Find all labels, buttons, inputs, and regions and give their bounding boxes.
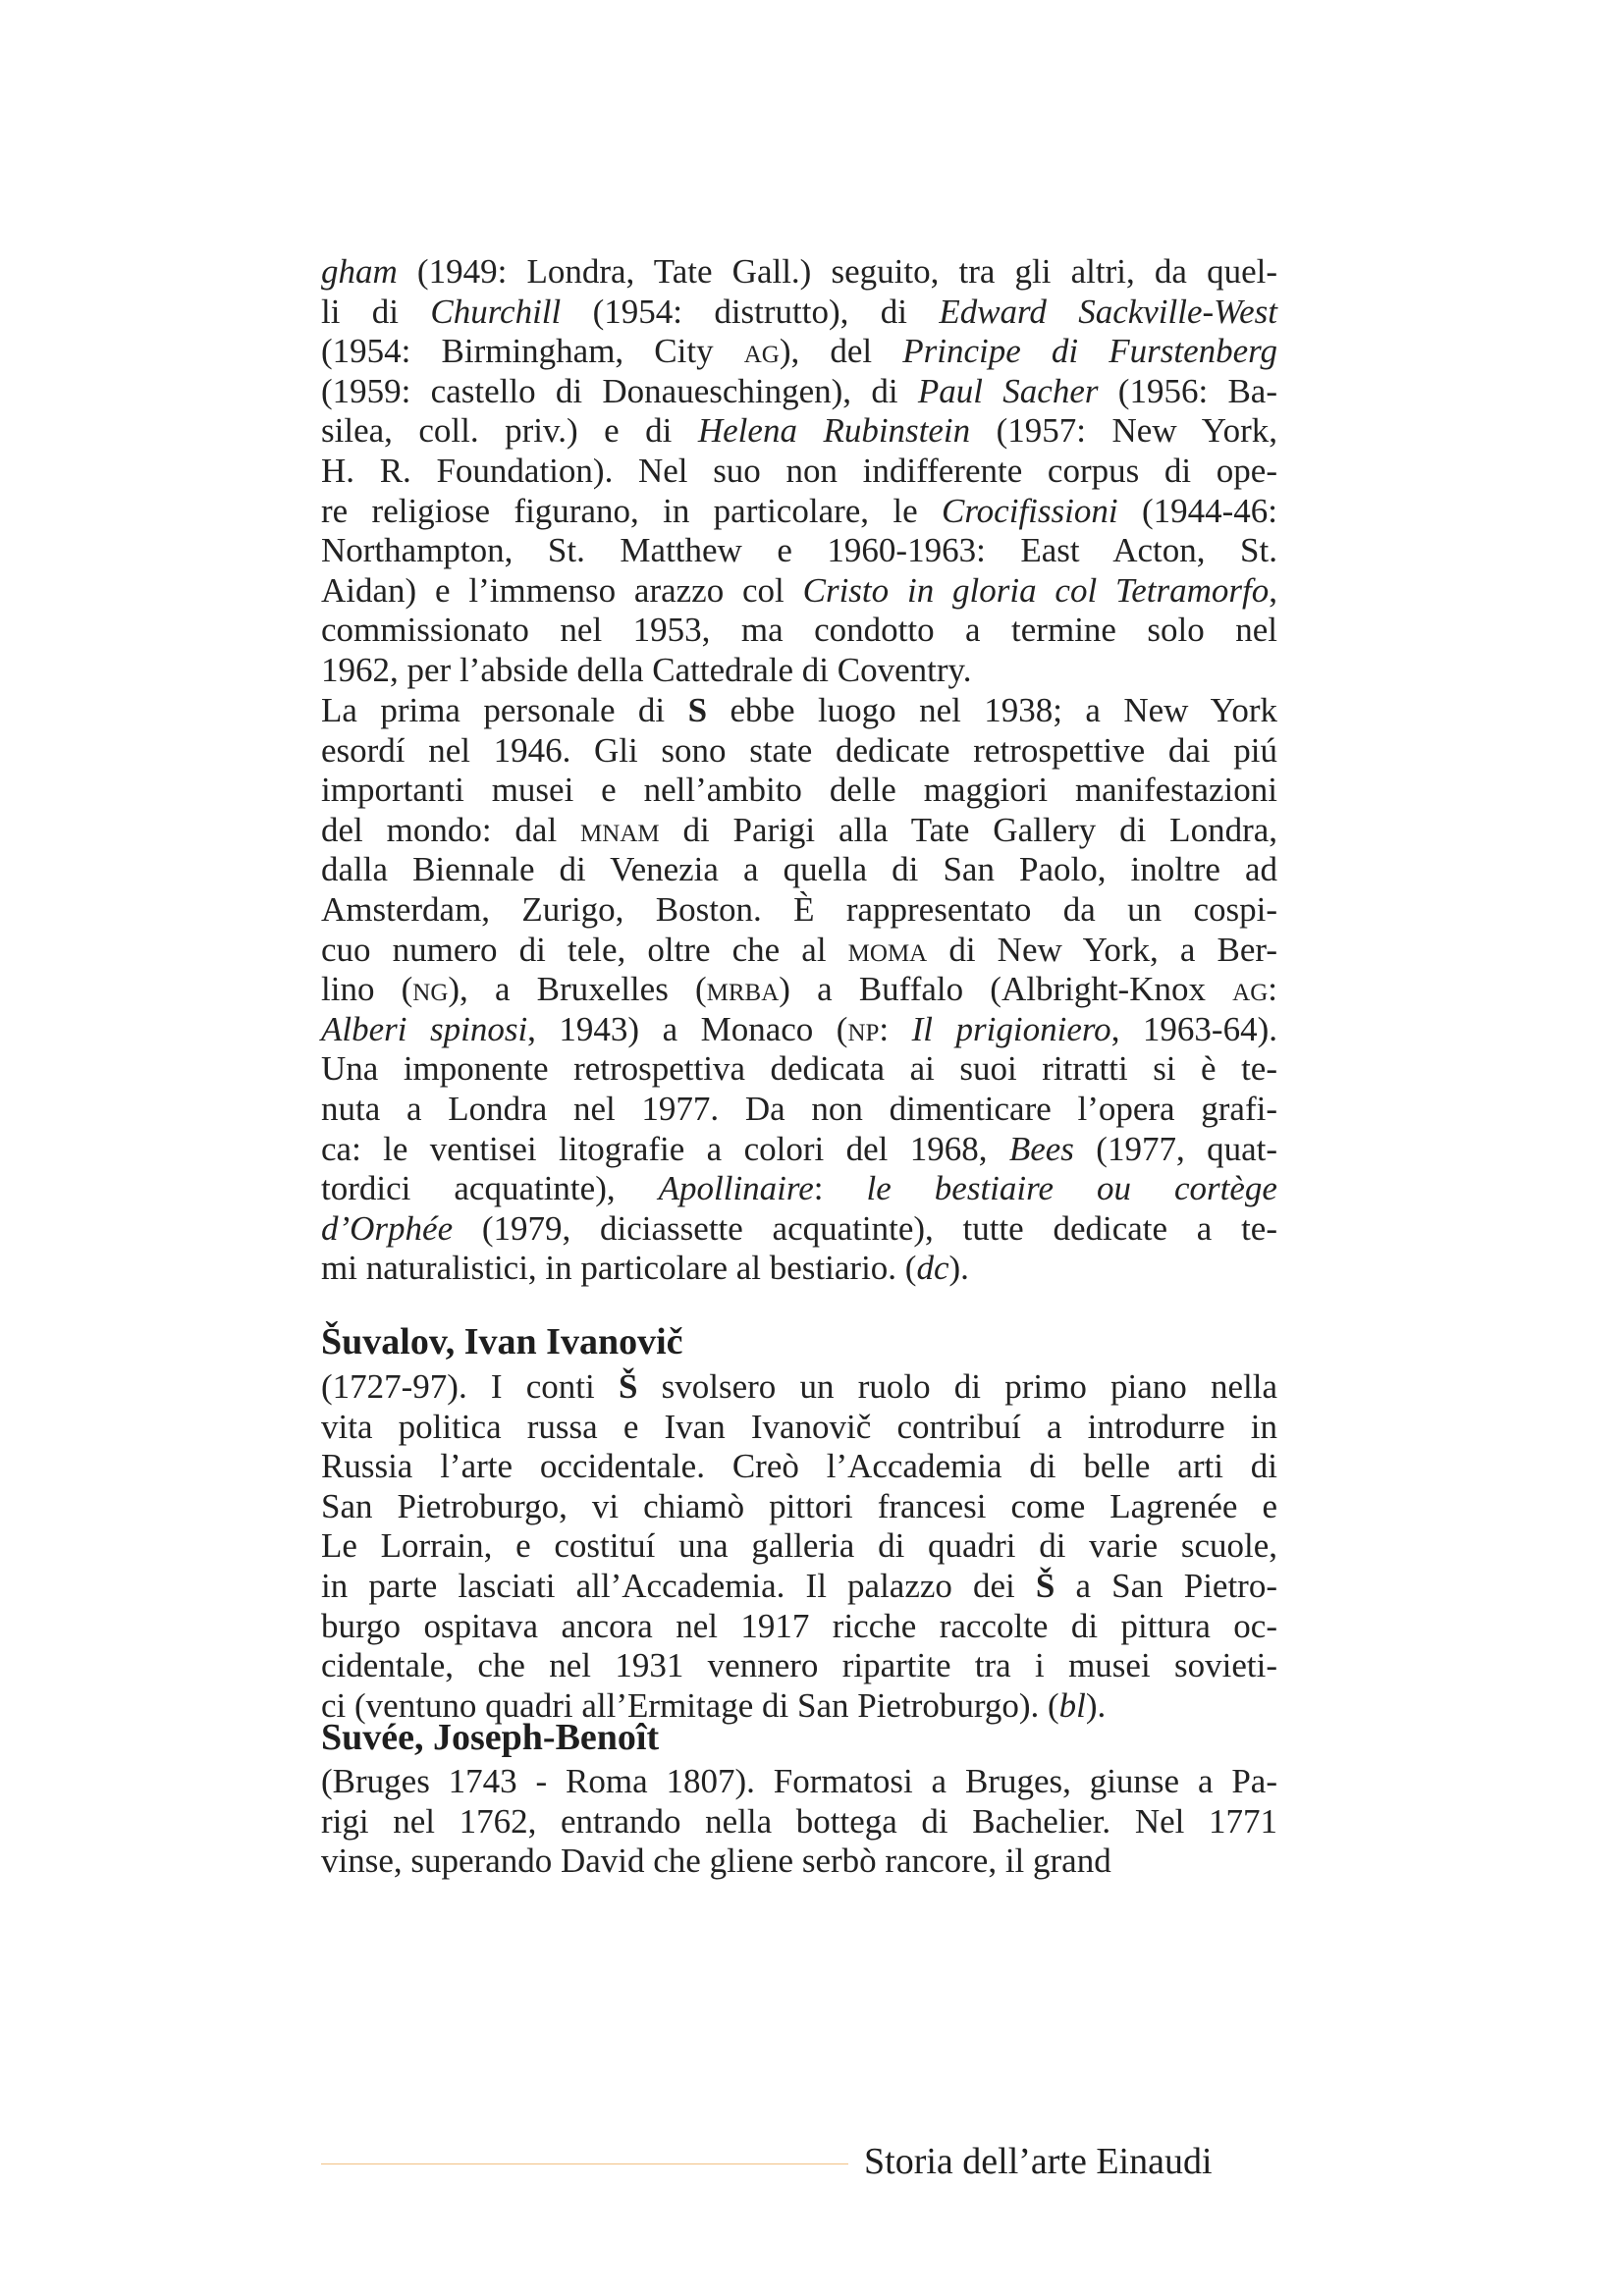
- text-line: Alberi spinosi, 1943) a Monaco (np: Il prigioniero, 1963-64).: [321, 1009, 1277, 1048]
- italic-text: Edward Sackville-West: [939, 292, 1277, 331]
- italic-text: Paul Sacher: [917, 371, 1099, 410]
- footer-rule: [321, 2163, 848, 2164]
- text-line: re religiose figurano, in particolare, le Crocifissioni (1944-46:: [321, 491, 1277, 530]
- text-line: (Bruges 1743 - Roma 1807). Formatosi a Bruges, giunse a Pa-: [321, 1762, 1277, 1800]
- text-line: commissionato nel 1953, ma condotto a termine solo nel: [321, 611, 1277, 650]
- bold-text: Š: [1035, 1566, 1055, 1605]
- entry-text-suvee: [321, 1762, 1277, 1882]
- text-line: dalla Biennale di Venezia a quella di San Paolo, inoltre ad: [321, 850, 1277, 889]
- text-line: nuta a Londra nel 1977. Da non dimenticare l’opera grafi-: [321, 1089, 1277, 1128]
- italic-text: dc: [916, 1249, 949, 1288]
- text-line: 1962, per l’abside della Cattedrale di Coventry.: [321, 650, 972, 689]
- italic-text: bl: [1058, 1685, 1086, 1725]
- text-line: La prima personale di S ebbe luogo nel 1938; a New York: [321, 691, 1277, 729]
- text-line: vinse, superando David che gliene serbò rancore, il grand: [321, 1842, 1111, 1881]
- entry-text-continuation-2: [321, 691, 1277, 1289]
- text-line: burgo ospitava ancora nel 1917 ricche raccolte di pittura oc-: [321, 1606, 1277, 1645]
- text-line: gham (1949: Londra, Tate Gall.) seguito, tra gli altri, da quel-: [321, 252, 1277, 291]
- text-line: Northampton, St. Matthew e 1960-1963: East Acton, St.: [321, 531, 1277, 570]
- entry-heading-suvalov: Šuvalov, Ivan Ivanovič: [321, 1321, 683, 1362]
- italic-text: d’Orphée: [321, 1208, 454, 1248]
- text-line: San Pietroburgo, vi chiamò pittori francesi come Lagrenée e: [321, 1486, 1277, 1525]
- italic-text: Principe di Furstenberg: [902, 332, 1277, 371]
- italic-text: Il prigioniero: [911, 1009, 1111, 1048]
- text-line: esordí nel 1946. Gli sono state dedicate retrospettive dai piú: [321, 730, 1277, 770]
- entry-text-suvalov: [321, 1367, 1277, 1726]
- text-line: mi naturalistici, in particolare al bestiario. (dc).: [321, 1249, 969, 1288]
- small-caps-abbreviation: ng: [412, 970, 449, 1009]
- text-line: H. R. Foundation). Nel suo non indifferente corpus di ope-: [321, 451, 1277, 490]
- text-line: (1727-97). I conti Š svolsero un ruolo di primo piano nella: [321, 1367, 1277, 1406]
- small-caps-abbreviation: mnam: [580, 810, 660, 849]
- text-line: lino (ng), a Bruxelles (mrba) a Buffalo (Albright-Knox ag:: [321, 970, 1277, 1009]
- bold-text: Š: [618, 1367, 638, 1406]
- text-line: in parte lasciati all’Accademia. Il palazzo dei Š a San Pietro-: [321, 1566, 1277, 1605]
- small-caps-abbreviation: np: [847, 1009, 880, 1048]
- text-line: d’Orphée (1979, diciassette acquatinte), tutte dedicate a te-: [321, 1208, 1277, 1248]
- bold-text: S: [687, 691, 708, 729]
- text-line: vita politica russa e Ivan Ivanovič contribuí a introdurre in: [321, 1407, 1277, 1446]
- italic-text: le bestiaire ou cortège: [866, 1169, 1277, 1208]
- italic-text: gham: [321, 252, 398, 291]
- text-line: del mondo: dal mnam di Parigi alla Tate Gallery di Londra,: [321, 810, 1278, 849]
- text-line: Le Lorrain, e costituí una galleria di quadri di varie scuole,: [321, 1526, 1277, 1566]
- text-line: tordici acquatinte), Apollinaire: le bestiaire ou cortège: [321, 1169, 1277, 1208]
- entry-heading-suvee: Suvée, Joseph-Benoît: [321, 1717, 660, 1758]
- italic-text: Helena Rubinstein: [697, 411, 971, 451]
- footer-title: Storia dell’arte Einaudi: [864, 2141, 1213, 2182]
- text-line: Una imponente retrospettiva dedicata ai suoi ritratti si è te-: [321, 1049, 1277, 1089]
- text-line: ci (ventuno quadri all’Ermitage di San Pietroburgo). (bl).: [321, 1685, 1107, 1725]
- text-line: (1959: castello di Donaueschingen), di Paul Sacher (1956: Ba-: [321, 371, 1277, 410]
- italic-text: Apollinaire: [658, 1169, 814, 1208]
- text-line: ca: le ventisei litografie a colori del 1968, Bees (1977, quat-: [321, 1129, 1278, 1168]
- text-line: Aidan) e l’immenso arazzo col Cristo in gloria col Tetramorfo,: [321, 570, 1277, 610]
- small-caps-abbreviation: mrba: [706, 970, 780, 1009]
- italic-text: Bees: [1008, 1129, 1074, 1168]
- text-line: li di Churchill (1954: distrutto), di Edward Sackville-West: [321, 292, 1277, 331]
- small-caps-abbreviation: ag: [743, 332, 780, 371]
- text-line: cuo numero di tele, oltre che al moma di New York, a Ber-: [321, 930, 1277, 969]
- text-line: rigi nel 1762, entrando nella bottega di Bachelier. Nel 1771: [321, 1801, 1277, 1841]
- text-line: cidentale, che nel 1931 vennero ripartite tra i musei sovieti-: [321, 1646, 1277, 1685]
- text-line: importanti musei e nell’ambito delle maggiori manifestazioni: [321, 771, 1277, 810]
- small-caps-abbreviation: moma: [847, 930, 928, 969]
- italic-text: Alberi spinosi: [321, 1009, 528, 1048]
- entry-text-continuation: [321, 252, 1277, 691]
- text-line: (1954: Birmingham, City ag), del Principe di Furstenberg: [321, 332, 1277, 371]
- text-line: Amsterdam, Zurigo, Boston. È rappresentato da un cospi-: [321, 889, 1277, 929]
- text-line: silea, coll. priv.) e di Helena Rubinstein (1957: New York,: [321, 411, 1277, 451]
- italic-text: Cristo in gloria col Tetramorfo: [802, 570, 1270, 610]
- text-line: Russia l’arte occidentale. Creò l’Accademia di belle arti di: [321, 1447, 1277, 1486]
- italic-text: Churchill: [430, 292, 562, 331]
- italic-text: Crocifissioni: [942, 491, 1118, 530]
- small-caps-abbreviation: ag: [1232, 970, 1269, 1009]
